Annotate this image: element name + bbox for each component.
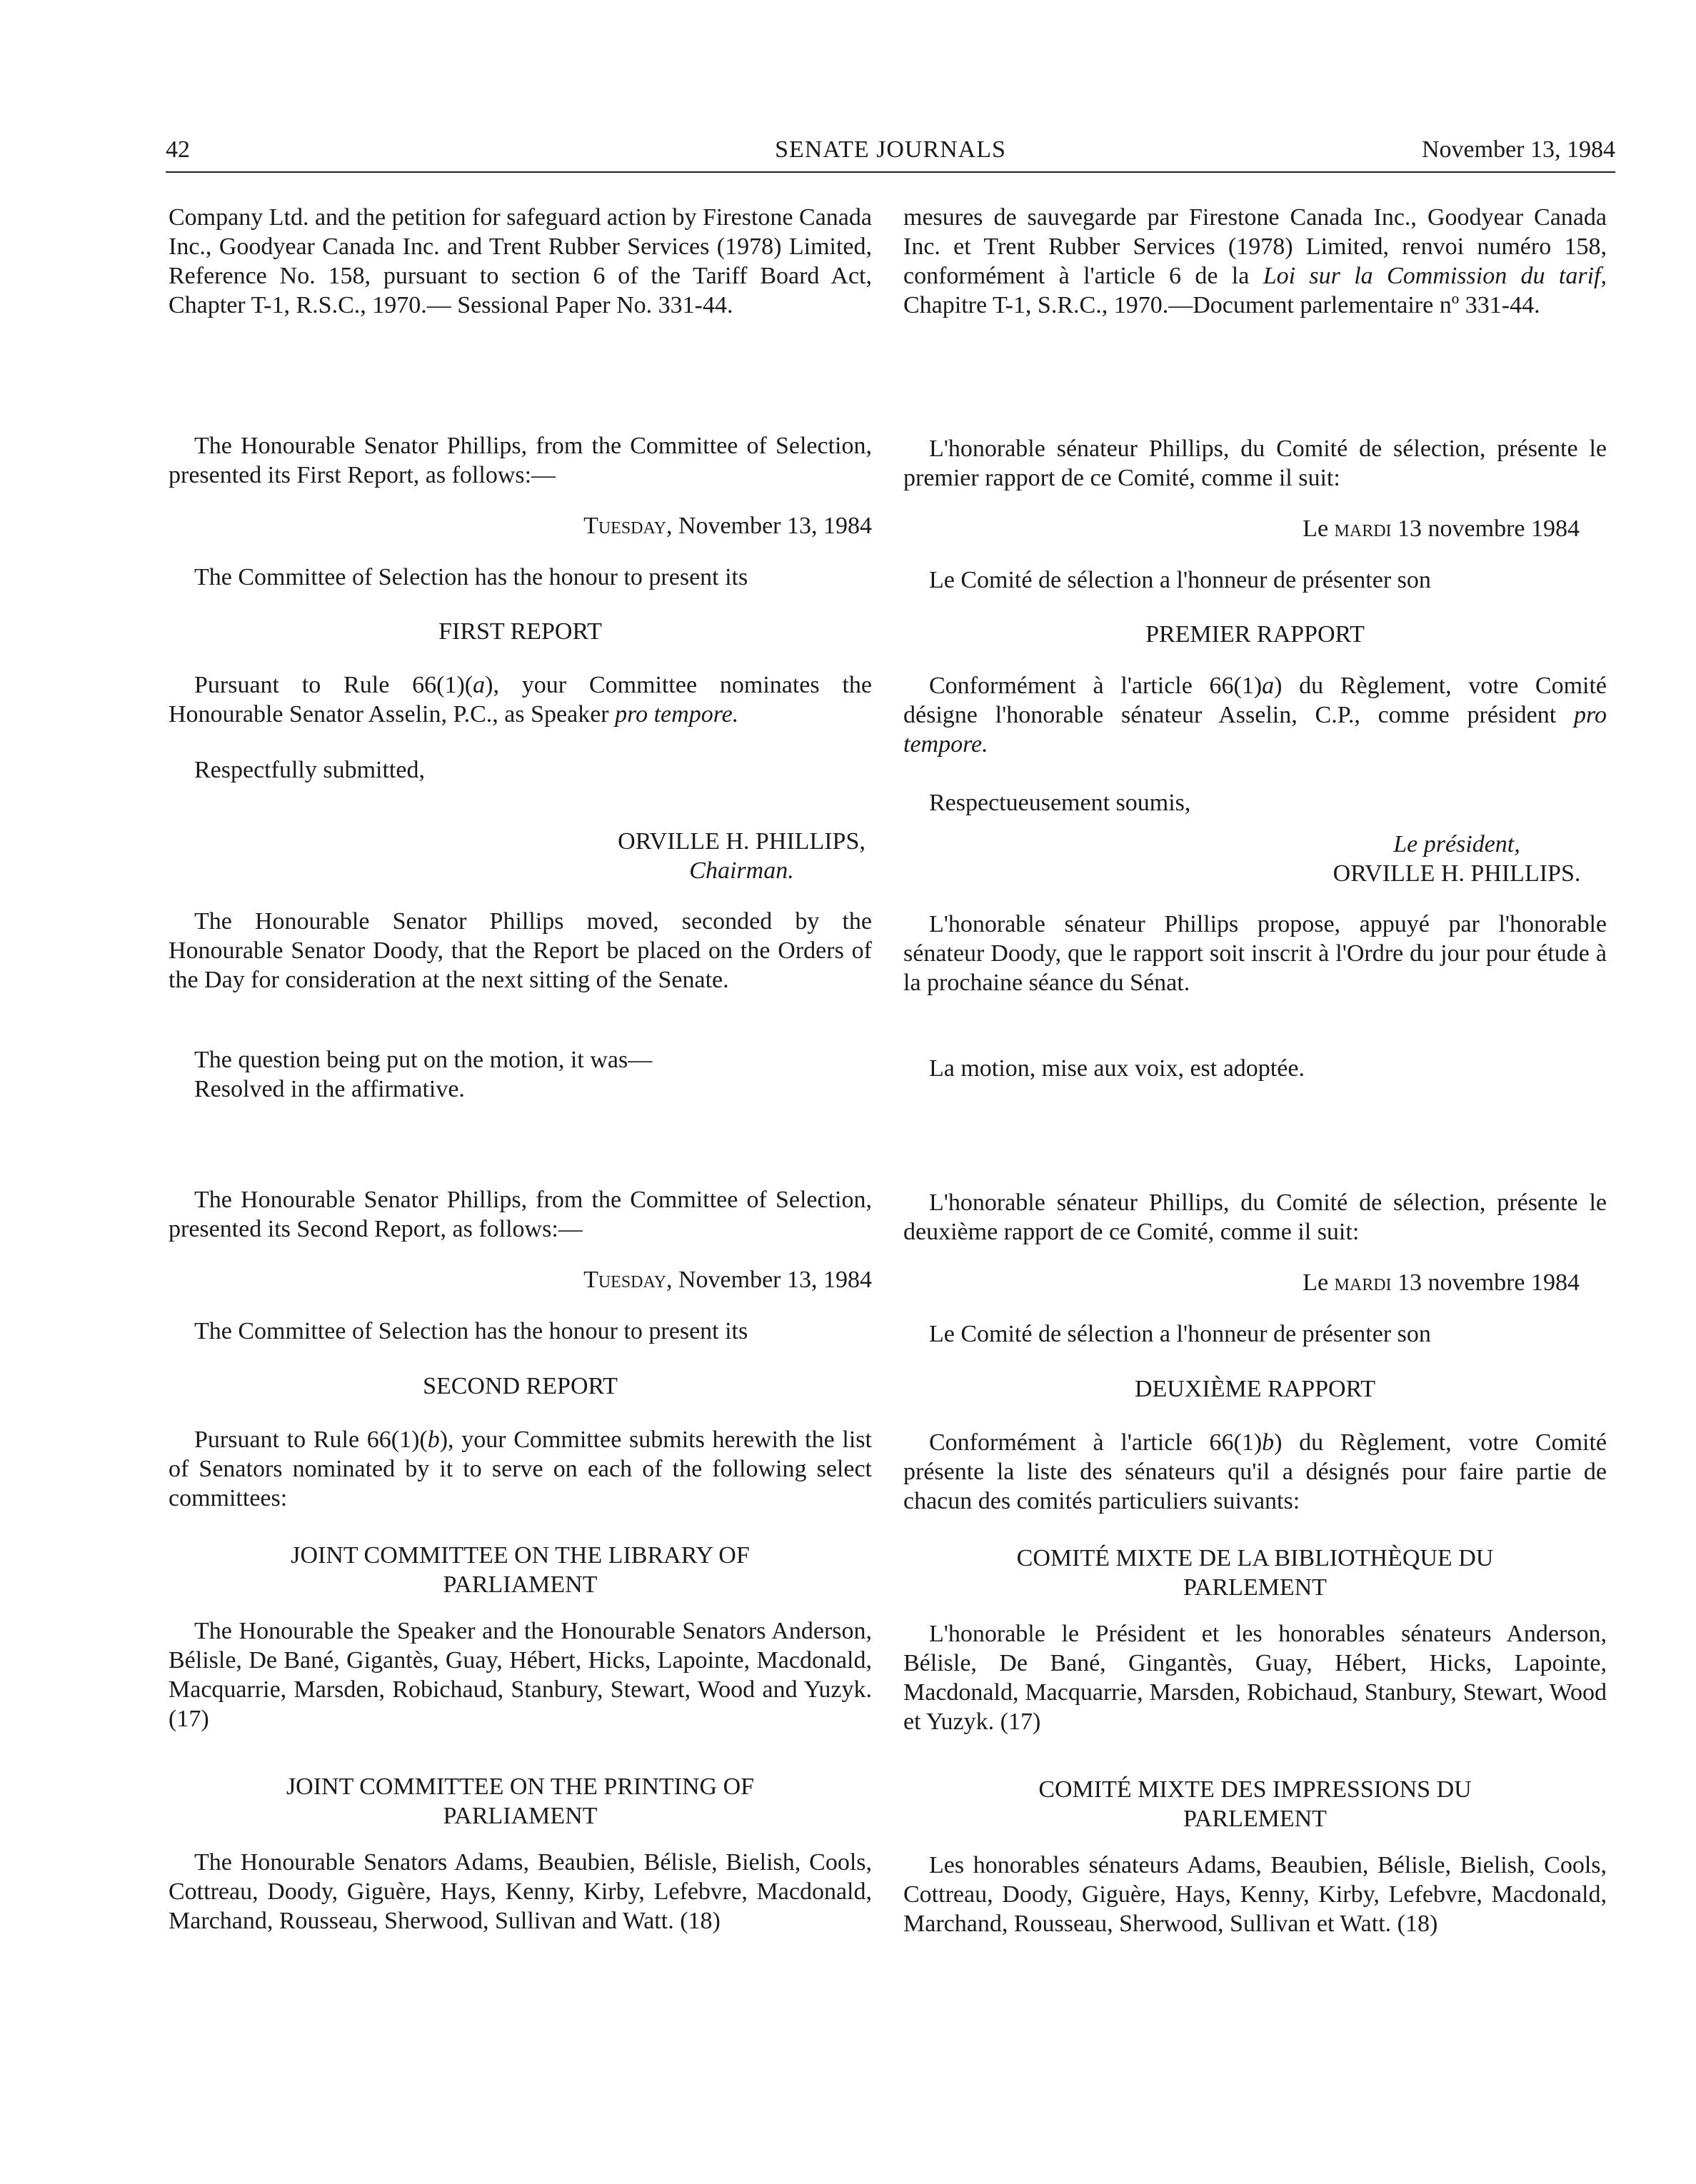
second-report-title-fr: DEUXIÈME RAPPORT bbox=[1134, 1376, 1376, 1402]
intro-paragraph-en: Company Ltd. and the petition for safeguard action by Firestone Canada Inc., Goodyear Canada Inc. and Trent Rubber Services (1978) Limited, Reference No. 158, pursuant to section 6 of the Tariff Board Act, Chapter T-1, R.S.C., 1970.— Sessional Paper No. 331-44. bbox=[169, 204, 872, 318]
second-report-presented-en: The Honourable Senator Phillips, from the Committee of Selection, presented its Second Report, as follows:— bbox=[169, 1187, 872, 1242]
library-members-en: The Honourable the Speaker and the Honourable Senators Anderson, Bélisle, De Bané, Gigantès, Guay, Hébert, Hicks, Lapointe, Macdonald, Macquarrie, Marsden, Robichaud, Stanbury, Stewart, Wood and Yuzyk. (17) bbox=[169, 1618, 872, 1732]
page-number: 42 bbox=[166, 136, 190, 163]
intro-fr-a: mesures de sauvegarde par Firestone Canada Inc., Goodyear Canada Inc. et Trent Rubber Services (1978) Limited, renvoi numéro 158, conformément à l'article 6 de la bbox=[903, 204, 1607, 289]
srb-en-c: ), your Committee submits herewith the list of Senators nominated by it to serve on each of the following select committees: bbox=[169, 1426, 872, 1511]
frb-fr-c: ) du Règlement, votre Comité désigne l'honorable sénateur Asselin, C.P., comme président bbox=[903, 673, 1607, 728]
library-title-1-fr: COMITÉ MIXTE DE LA BIBLIOTHÈQUE DU bbox=[1016, 1545, 1494, 1571]
intro-fr-b: Loi sur la Commission du tarif, bbox=[1263, 263, 1607, 289]
second-report-presented-fr: L'honorable sénateur Phillips, du Comité de sélection, présente le deuxième rapport de ce Comité, comme il suit: bbox=[903, 1189, 1607, 1245]
library-title-1-en: JOINT COMMITTEE ON THE LIBRARY OF bbox=[291, 1542, 750, 1569]
printing-committee-title-en bbox=[169, 1772, 872, 1831]
first-report-title-fr: PREMIER RAPPORT bbox=[1145, 621, 1365, 648]
library-title-2-en: PARLIAMENT bbox=[443, 1571, 598, 1598]
date-line-en bbox=[169, 511, 872, 540]
date-line-rest-fr: 13 novembre 1984 bbox=[1391, 515, 1580, 542]
signature-name-fr: ORVILLE H. PHILLIPS. bbox=[1333, 860, 1581, 887]
moved-en: The Honourable Senator Phillips moved, seconded by the Honourable Senator Doody, that the Report be placed on the Orders of the Day for consideration at the next sitting of the Senate. bbox=[169, 908, 872, 993]
intro-fr-c: Chapitre T-1, S.R.C., 1970.—Document parlementaire nº 331-44. bbox=[903, 292, 1540, 318]
respectfully-fr: Respectueusement soumis, bbox=[929, 790, 1191, 816]
journal-title: SENATE JOURNALS bbox=[775, 136, 1006, 163]
frb-en-a: Pursuant to Rule 66(1)( bbox=[194, 672, 473, 698]
second-report-body-en bbox=[169, 1425, 872, 1513]
date-line-2-day-fr: mardi bbox=[1334, 1269, 1392, 1296]
question-en: The question being put on the motion, it was— bbox=[194, 1047, 653, 1073]
srb-fr-c: ) du Règlement, votre Comité présente la liste des sénateurs qu'il a désignés pour faire partie de chacun des comités particuliers suivants: bbox=[903, 1429, 1607, 1514]
intro-paragraph-fr bbox=[903, 203, 1607, 320]
printing-members-fr: Les honorables sénateurs Adams, Beaubien, Bélisle, Bielish, Cools, Cottreau, Doody, Giguère, Hays, Kenny, Kirby, Lefebvre, Macdonald, Marchand, Rousseau, Sherwood, Sullivan et Watt. (18) bbox=[903, 1852, 1607, 1937]
srb-fr-b: b bbox=[1262, 1429, 1275, 1456]
honour-line-en: The Committee of Selection has the honour to present its bbox=[194, 564, 748, 590]
printing-title-2-fr: PARLEMENT bbox=[1183, 1806, 1327, 1832]
frb-fr-d: pro tempore. bbox=[903, 702, 1607, 758]
first-report-title-en: FIRST REPORT bbox=[438, 618, 602, 645]
date-line-2-fr bbox=[903, 1268, 1607, 1297]
date-line-2-rest-fr: 13 novembre 1984 bbox=[1391, 1269, 1580, 1296]
library-title-2-fr: PARLEMENT bbox=[1183, 1574, 1327, 1601]
moved-fr: L'honorable sénateur Phillips propose, appuyé par l'honorable sénateur Doody, que le rapport soit inscrit à l'Ordre du jour pour étude à la prochaine séance du Sénat. bbox=[903, 911, 1607, 996]
srb-en-a: Pursuant to Rule 66(1)( bbox=[194, 1426, 428, 1453]
srb-en-b: b bbox=[427, 1426, 440, 1453]
signature-name-en: ORVILLE H. PHILLIPS, bbox=[618, 828, 865, 855]
library-committee-title-en bbox=[169, 1541, 872, 1599]
signature-title-fr: Le président, bbox=[1393, 831, 1520, 857]
date-line-2-le-fr: Le bbox=[1303, 1269, 1335, 1296]
adopted-fr: La motion, mise aux voix, est adoptée. bbox=[929, 1055, 1305, 1082]
first-report-body-fr bbox=[903, 671, 1607, 759]
first-report-presented-en: The Honourable Senator Phillips, from the Committee of Selection, presented its First Report, as follows:— bbox=[169, 433, 872, 488]
header-date: November 13, 1984 bbox=[1421, 136, 1615, 163]
frb-fr-a: Conformément à l'article 66(1) bbox=[929, 673, 1263, 699]
frb-en-b: a bbox=[473, 672, 486, 698]
library-members-fr: L'honorable le Président et les honorables sénateurs Anderson, Bélisle, De Bané, Gingantès, Guay, Hébert, Hicks, Lapointe, Macdonald, Macquarrie, Marsden, Robichaud, Stanbury, Stewart, Wood et Yuzyk. (17) bbox=[903, 1621, 1607, 1735]
honour-line-2-en: The Committee of Selection has the honour to present its bbox=[194, 1318, 748, 1344]
printing-members-en: The Honourable Senators Adams, Beaubien, Bélisle, Bielish, Cools, Cottreau, Doody, Giguère, Hays, Kenny, Kirby, Lefebvre, Macdonald, Marchand, Rousseau, Sherwood, Sullivan and Watt. (18) bbox=[169, 1849, 872, 1934]
srb-fr-a: Conformément à l'article 66(1) bbox=[929, 1429, 1263, 1456]
honour-line-fr: Le Comité de sélection a l'honneur de présenter son bbox=[929, 567, 1431, 593]
signature-fr bbox=[1307, 830, 1607, 888]
date-line-2-day-en: Tuesday bbox=[583, 1267, 666, 1293]
running-header bbox=[166, 136, 1615, 171]
date-line-fr bbox=[903, 514, 1607, 543]
header-rule bbox=[166, 171, 1615, 173]
date-line-le-fr: Le bbox=[1303, 515, 1335, 542]
honour-line-2-fr: Le Comité de sélection a l'honneur de présenter son bbox=[929, 1321, 1431, 1347]
frb-en-d: pro tempore. bbox=[615, 701, 739, 728]
date-line-rest-en: , November 13, 1984 bbox=[666, 513, 872, 539]
first-report-body-en bbox=[169, 670, 872, 729]
first-report-presented-fr: L'honorable sénateur Phillips, du Comité de sélection, présente le premier rapport de ce Comité, comme il suit: bbox=[903, 436, 1607, 491]
respectfully-en: Respectfully submitted, bbox=[194, 757, 425, 783]
frb-en-c: ), your Committee nominates the Honourable Senator Asselin, P.C., as Speaker bbox=[169, 672, 872, 728]
frb-fr-b: a bbox=[1262, 673, 1275, 699]
date-line-day-fr: mardi bbox=[1334, 515, 1392, 542]
signature-title-en: Chairman. bbox=[689, 857, 794, 884]
second-report-body-fr bbox=[903, 1428, 1607, 1516]
date-line-day-en: Tuesday bbox=[583, 513, 666, 539]
date-line-2-en bbox=[169, 1265, 872, 1294]
second-report-title-en: SECOND REPORT bbox=[423, 1373, 618, 1399]
printing-committee-title-fr bbox=[903, 1775, 1607, 1833]
resolved-en: Resolved in the affirmative. bbox=[194, 1076, 465, 1102]
printing-title-1-fr: COMITÉ MIXTE DES IMPRESSIONS DU bbox=[1038, 1776, 1472, 1803]
signature-en bbox=[611, 827, 872, 885]
date-line-2-rest-en: , November 13, 1984 bbox=[666, 1267, 872, 1293]
printing-title-2-en: PARLIAMENT bbox=[443, 1803, 598, 1829]
library-committee-title-fr bbox=[903, 1544, 1607, 1602]
printing-title-1-en: JOINT COMMITTEE ON THE PRINTING OF bbox=[286, 1773, 755, 1800]
